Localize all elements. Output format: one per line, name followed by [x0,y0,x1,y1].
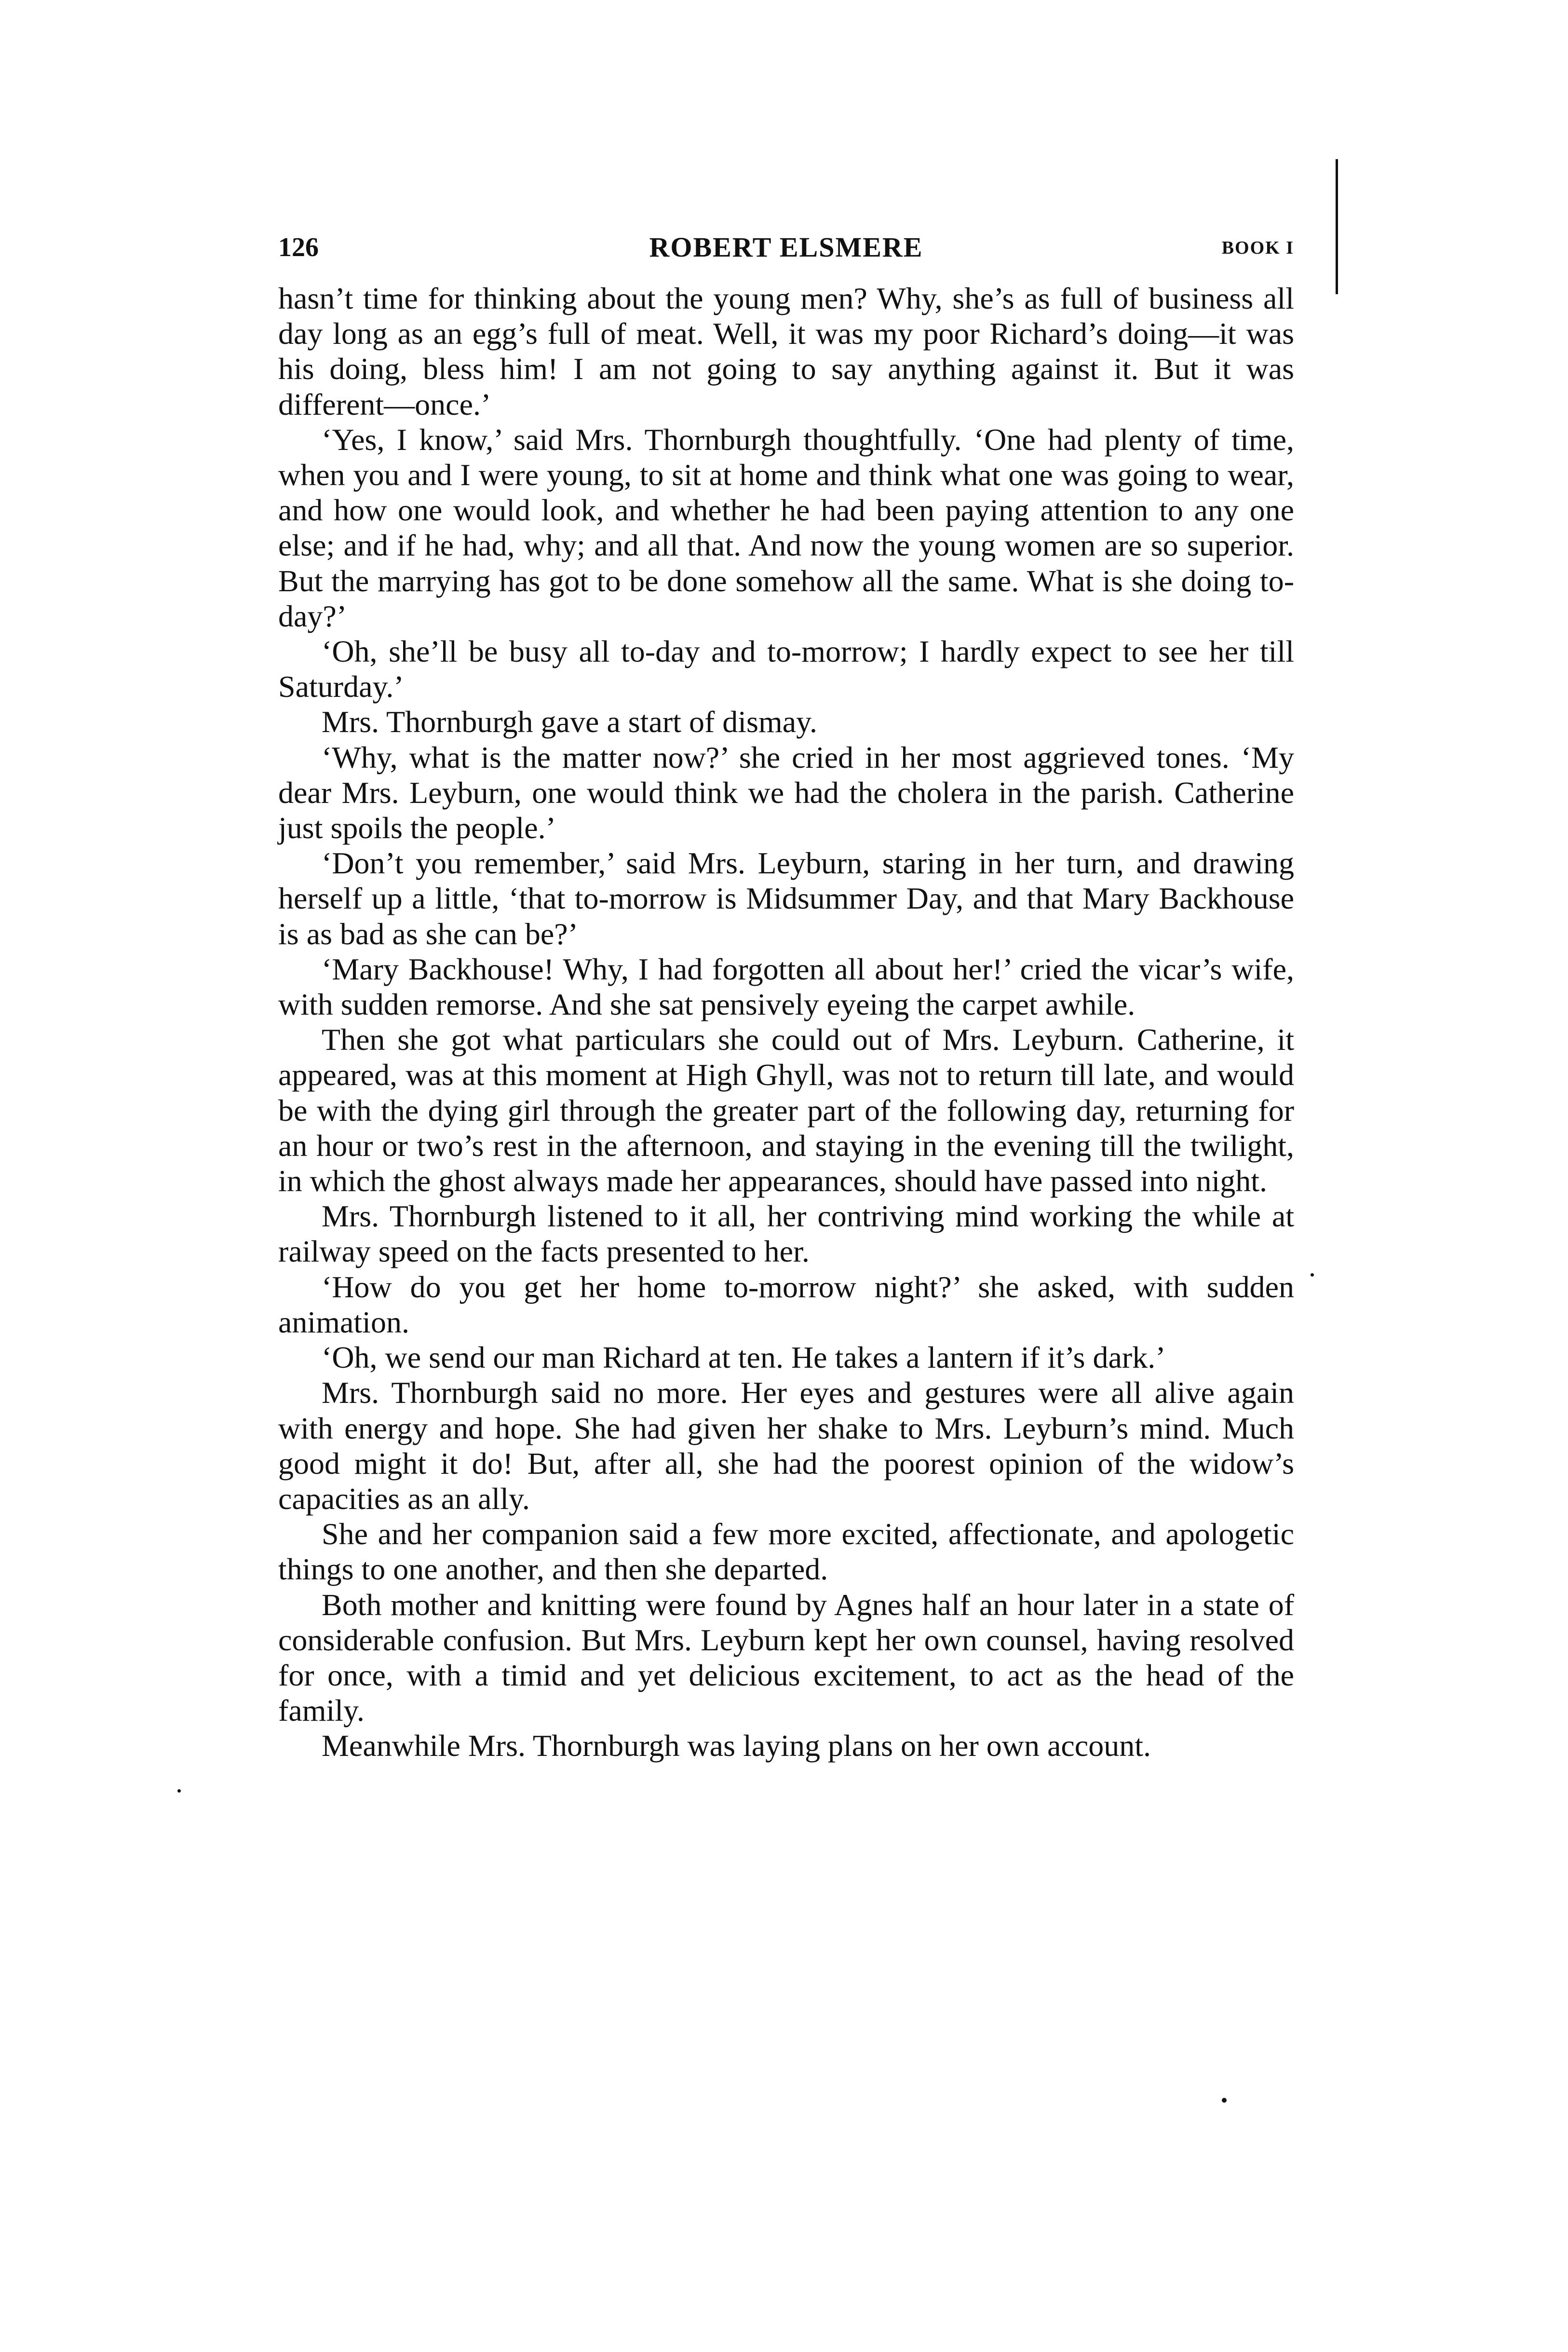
paragraph: Mrs. Thornburgh said no more. Her eyes and gestures were all alive again with energy and hope. She had given her shake to Mrs. Leyburn’s mind. Much good might it do! But, after all, she had the poorest opinion of the widow’s capacities as an ally. [278,1375,1294,1516]
paragraph: She and her companion said a few more excited, affectionate, and apologetic things to one another, and then she departed. [278,1517,1294,1587]
running-title: ROBERT ELSMERE [649,231,923,263]
paragraph: Then she got what particulars she could out of Mrs. Leyburn. Catherine, it appeared, was at this moment at High Ghyll, was not to return till late, and would be with the dying girl through the greater part of the following day, returning for an hour or two’s rest in the afternoon, and staying in the evening till the twilight, in which the ghost always made her appearances, should have passed into night. [278,1022,1294,1198]
paragraph: Mrs. Thornburgh gave a start of dismay. [322,705,817,739]
paragraph: ‘Don’t you remember,’ said Mrs. Leyburn, staring in her turn, and drawing herself up a little, ‘that to-morrow is Midsummer Day, and that Mary Backhouse is as bad as she can be?’ [278,846,1294,951]
paragraph: hasn’t time for thinking about the young men? Why, she’s as full of business all day long as an egg’s full of meat. Well, it was my poor Richard’s doing—it was his doing, bless him! I am not going to say anything against it. But it was different—once.’ [278,281,1294,421]
book-label: BOOK I [1221,238,1294,258]
paragraph: ‘Why, what is the matter now?’ she cried in her most aggrieved tones. ‘My dear Mrs. Leyburn, one would think we had the cholera in the parish. Catherine just spoils the people.’ [278,740,1294,845]
paragraph: ‘Mary Backhouse! Why, I had forgotten all about her!’ cried the vicar’s wife, with sudden remorse. And she sat pensively eyeing the carpet awhile. [278,952,1294,1022]
paragraph: Both mother and knitting were found by Agnes half an hour later in a state of considerable confusion. But Mrs. Leyburn kept her own counsel, having resolved for once, with a timid and yet delicious excitement, to act as the head of the family. [278,1587,1294,1728]
paragraph: Mrs. Thornburgh listened to it all, her contriving mind working the while at railway speed on the facts presented to her. [278,1199,1294,1269]
paragraph: ‘How do you get her home to-morrow night?’ she asked, with sudden animation. [278,1269,1294,1339]
scan-speck [1222,2098,1227,2103]
page-number: 126 [278,232,319,262]
paragraph: ‘Oh, we send our man Richard at ten. He takes a lantern if it’s dark.’ [322,1340,1166,1375]
paragraph: Meanwhile Mrs. Thornburgh was laying plans on her own account. [322,1728,1151,1763]
body-text [278,281,1294,1764]
paragraph: ‘Yes, I know,’ said Mrs. Thornburgh thoughtfully. ‘One had plenty of time, when you and I were young, to sit at home and think what one was going to wear, and how one would look, and whether he had been paying attention to any one else; and if he had, why; and all that. And now the young women are so superior. But the marrying has got to be done somehow all the same. What is she doing to-day?’ [278,422,1294,633]
scan-speck [177,1789,181,1793]
running-header [278,231,1294,264]
scan-speck [1311,1273,1314,1277]
paragraph: ‘Oh, she’ll be busy all to-day and to-morrow; I hardly expect to see her till Saturday.’ [278,634,1294,704]
scan-edge-line [1336,159,1338,294]
